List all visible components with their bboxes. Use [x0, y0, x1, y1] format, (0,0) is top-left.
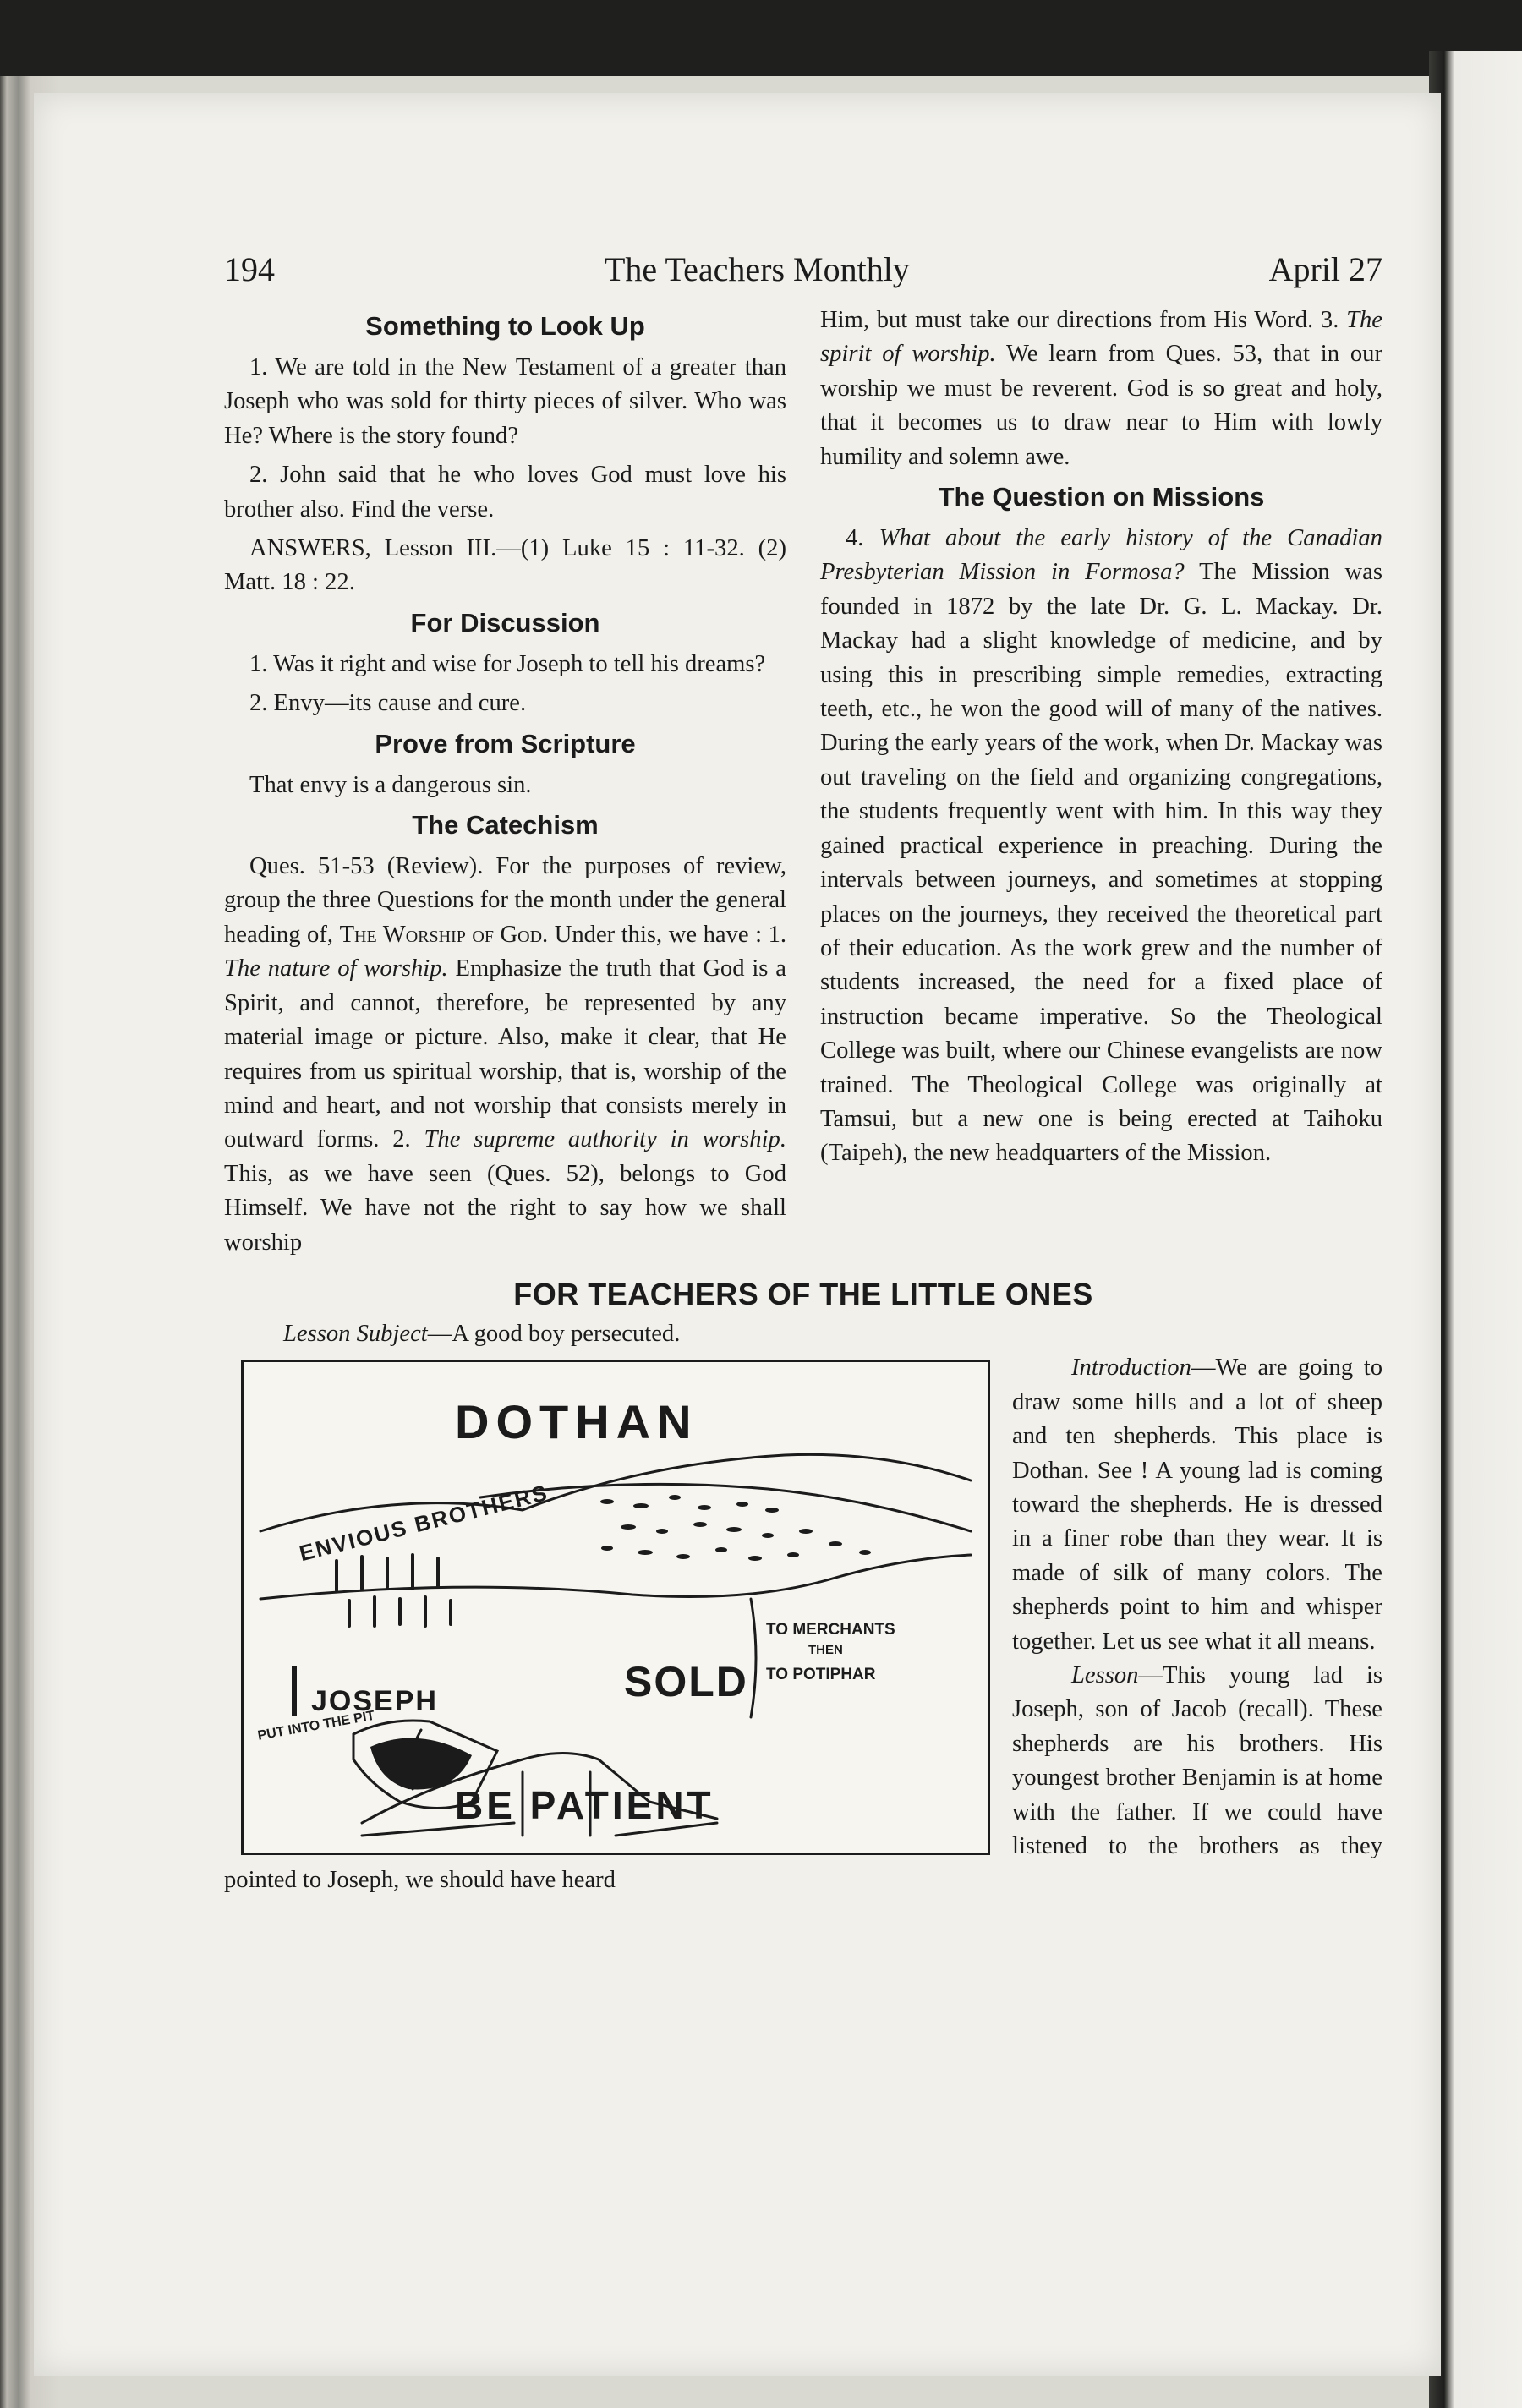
to-potiphar-label: TO POTIPHAR: [766, 1666, 876, 1684]
pit-hole: [370, 1738, 472, 1790]
worship-of-god-heading: The Worship of God: [339, 921, 543, 948]
two-column-body: [224, 304, 1382, 1265]
discussion-question-1: 1. Was it right and wise for Joseph to tell his dreams?: [249, 650, 766, 677]
missions-paragraph: [820, 522, 1382, 1171]
sold-label: SOLD: [624, 1658, 748, 1706]
catechism-text-1: Ques. 51-53 (Review). For the purposes of review, group the three Questions for the month under the general heading of,: [224, 853, 786, 948]
to-merchants-label: TO MERCHANTS: [766, 1621, 895, 1639]
missions-question-number: 4.: [846, 525, 864, 552]
introduction-label: Introduction: [1071, 1354, 1191, 1382]
lesson-subject: [224, 1317, 1382, 1351]
running-header: [224, 249, 1382, 300]
issue-date: April 27: [1268, 250, 1382, 288]
catechism-paragraph: [224, 850, 786, 1260]
catechism-text-3: Emphasize the truth that God is a Spirit, and cannot, therefore, be represented by any material image or picture. Also, make it clear, that He requires from us spiritual worship, that is, worship of the mind and heart, and not worship that consists merely in outward forms. 2.: [224, 955, 786, 1153]
page-number: 194: [224, 250, 275, 288]
right-column: [820, 304, 1382, 1265]
discussion-question-2: 2. Envy—its cause and cure.: [249, 690, 527, 717]
dothan-illustration: [241, 1360, 990, 1855]
then-label: THEN: [808, 1643, 843, 1658]
page-content: [224, 249, 1382, 1898]
answers-label: ANSWERS,: [249, 535, 371, 562]
catechism-text-4: This, as we have seen (Ques. 52), belongs to God Himself. We have not the right to say how we shall worship: [224, 1160, 786, 1256]
sheep-flock: [600, 1495, 871, 1561]
look-up-answers: [224, 532, 786, 600]
lesson-subject-text: —A good boy persecuted.: [427, 1320, 681, 1347]
lesson-subject-label: Lesson Subject: [283, 1320, 428, 1347]
catechism-cont-text-2: We learn from Ques. 53, that in our worship we must be reverent. God is so great and holy, that it becomes us to draw near to Him with lowly humility and solemn awe.: [820, 341, 1382, 470]
dothan-title: DOTHAN: [455, 1395, 698, 1449]
catechism-text-2: . Under this, we have : 1.: [542, 921, 787, 948]
little-ones-section: [224, 1317, 1382, 1898]
scan-top-edge: [0, 0, 1522, 76]
little-ones-heading: FOR TEACHERS OF THE LITTLE ONES: [513, 1276, 1093, 1311]
left-column: [224, 304, 786, 1265]
catechism-continued: [820, 304, 1382, 474]
catechism-cont-text-1: Him, but must take our directions from His Word. 3.: [820, 307, 1339, 333]
scripture-heading: Prove from Scripture: [375, 728, 636, 758]
hill-line-back: [260, 1455, 971, 1532]
missions-question: What about the early history of the Canadian Presbyterian Mission in Formosa?: [820, 525, 1382, 586]
joseph-label: JOSEPH: [311, 1685, 438, 1718]
look-up-question-1: 1. We are told in the New Testament of a greater than Joseph who was sold for thirty pieces of silver. Who was He? Where is the story found?: [224, 354, 786, 449]
missions-heading: The Question on Missions: [938, 482, 1265, 512]
lesson-text: —This young lad is Joseph, son of Jacob (recall). These shepherds are his brothers. His youngest brother Benjamin is at home with the father. If we could have listened to the brothers as they pointed to Joseph, we should have heard: [224, 1662, 1382, 1894]
hill-line-middle: [480, 1485, 971, 1532]
lesson-label: Lesson: [1071, 1662, 1139, 1688]
answers-text: Lesson III.—(1) Luke 15 : 11-32. (2) Matt. 18 : 22.: [224, 535, 786, 596]
envious-brothers-label: ENVIOUS BROTHERS: [297, 1480, 551, 1567]
be-patient-motto: BE PATIENT: [455, 1783, 714, 1828]
running-title: The Teachers Monthly: [605, 250, 910, 288]
sold-brace: [751, 1599, 756, 1717]
catechism-heading: The Catechism: [412, 810, 599, 840]
discussion-heading: For Discussion: [410, 607, 600, 638]
missions-answer: The Mission was founded in 1872 by the late Dr. G. L. Mackay. Dr. Mackay had a slight knowledge of medicine, and by using this in prescribing simple remedies, extracting teeth, etc., he won the good will of many of the natives. During the early years of the work, when Dr. Mackay was out traveling on the field and organizing congregations, the students frequently went with him. In this way they gained practical experience in preaching. During the intervals between journeys, and sometimes at stopping places on the journeys, they received the theoretical part of their education. As the work grew and the number of students increased, the need for a fixed place of instruction became imperative. So the Theological College was built, where our Chinese evangelists are now trained. The Theological College was originally at Tamsui, but a new one is being erected at Taihoku (Taipeh), the new headquarters of the Mission.: [820, 559, 1382, 1167]
dothan-drawing: [244, 1362, 988, 1853]
pit-label: PUT INTO THE PIT: [256, 1709, 376, 1744]
look-up-heading: Something to Look Up: [365, 311, 645, 341]
scripture-text: That envy is a dangerous sin.: [249, 771, 532, 798]
introduction-text: —We are going to draw some hills and a lot of sheep and ten shepherds. This place is Dothan. See ! A young lad is coming toward the shepherds. He is dressed in a finer robe than they wear. It is made of silk of many colors. The shepherds point to him and whisper together. Let us see what it all means.: [1012, 1354, 1382, 1655]
look-up-question-2: 2. John said that he who loves God must love his brother also. Find the verse.: [224, 462, 786, 523]
nature-of-worship: The nature of worship.: [224, 955, 448, 982]
spirit-of-worship: The spirit of worship.: [820, 307, 1382, 368]
hill-line-front: [260, 1555, 971, 1599]
scan-right-edge: [1429, 51, 1522, 2408]
supreme-authority: The supreme authority in worship.: [424, 1126, 786, 1153]
